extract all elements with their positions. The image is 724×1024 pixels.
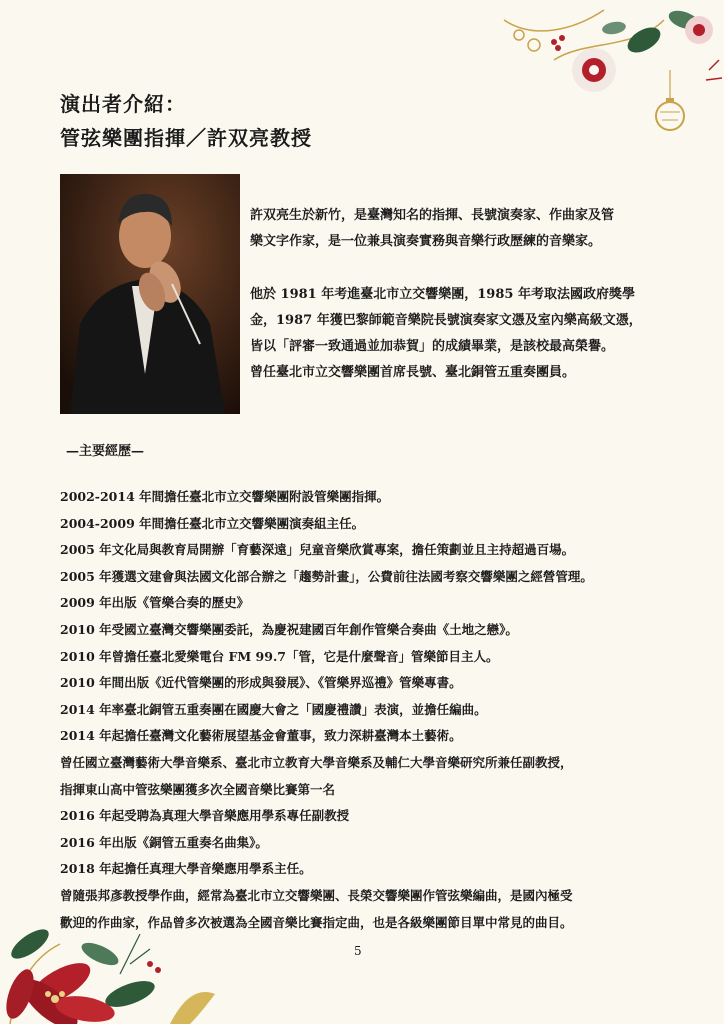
performer-title: 管弦樂團指揮／許双亮教授 (60, 126, 312, 150)
experience-item: 指揮東山高中管弦樂團獲多次全國音樂比賽第一名 (60, 781, 336, 797)
experience-item: 2005 年文化局與教育局開辦「育藝深遠」兒童音樂欣賞專案，擔任策劃並且主持超過百場。 (60, 542, 575, 558)
page-number: 5 (354, 944, 362, 958)
experience-item: 2004-2009 年間擔任臺北市立交響樂團演奏組主任。 (60, 515, 365, 531)
floral-decoration-top-icon (494, 0, 724, 150)
bio-line: 樂文字作家，是一位兼具演奏實務與音樂行政歷練的音樂家。 (250, 234, 602, 249)
experience-item: 2014 年起擔任臺灣文化藝術展望基金會董事，致力深耕臺灣本土藝術。 (60, 728, 462, 744)
experience-item: 2018 年起擔任真理大學音樂應用學系主任。 (60, 861, 312, 877)
experience-item: 2010 年曾擔任臺北愛樂電台 FM 99.7「管，它是什麼聲音」管樂節目主人。 (60, 648, 499, 664)
conductor-photo (60, 174, 240, 414)
experience-item: 歡迎的作曲家，作品曾多次被選為全國音樂比賽指定曲，也是各級樂團節目單中常見的曲目。 (60, 914, 573, 930)
experience-item: 2016 年出版《銅管五重奏名曲集》。 (60, 834, 268, 850)
bio-line: 許双亮生於新竹，是臺灣知名的指揮、長號演奏家、作曲家及管 (250, 208, 615, 223)
experience-item: 曾隨張邦彥教授學作曲，經常為臺北市立交響樂團、長榮交響樂團作管弦樂編曲，是國內極受 (60, 887, 573, 903)
poinsettia-decoration-bottom-icon (0, 924, 240, 1024)
section-heading: 演出者介紹： (60, 92, 186, 116)
experience-item: 曾任國立臺灣藝術大學音樂系、臺北市立教育大學音樂系及輔仁大學音樂研究所兼任副教授， (60, 754, 573, 770)
experience-item: 2010 年間出版《近代管樂團的形成與發展》、《管樂界巡禮》管樂專書。 (60, 675, 462, 691)
bio-line: 金，1987 年獲巴黎師範音樂院長號演奏家文憑及室內樂高級文憑， (250, 313, 642, 328)
experience-item: 2009 年出版《管樂合奏的歷史》 (60, 595, 250, 611)
experience-item: 2014 年率臺北銅管五重奏團在國慶大會之「國慶禮讚」表演，並擔任編曲。 (60, 701, 487, 717)
conductor-portrait-icon (60, 174, 240, 414)
experience-list (60, 484, 680, 936)
experience-section-title: —主要經歷— (66, 444, 145, 459)
bio-paragraph-2 (250, 282, 670, 386)
bio-line: 皆以「評審一致通過並加恭賀」的成績畢業，是該校最高榮譽。 (250, 339, 615, 354)
experience-item: 2005 年獲選文建會與法國文化部合辦之「趨勢計畫」，公費前往法國考察交響樂團之經營管理。 (60, 568, 593, 584)
experience-item: 2002-2014 年間擔任臺北市立交響樂團附設管樂團指揮。 (60, 489, 390, 504)
bio-paragraph-1 (250, 203, 670, 255)
bio-line: 曾任臺北市立交響樂團首席長號、臺北銅管五重奏團員。 (250, 365, 576, 380)
experience-item: 2016 年起受聘為真理大學音樂應用學系專任副教授 (60, 808, 350, 824)
bio-line: 他於 1981 年考進臺北市立交響樂團，1985 年考取法國政府獎學 (250, 287, 635, 302)
experience-item: 2010 年受國立臺灣交響樂團委託，為慶祝建國百年創作管樂合奏曲《土地之戀》。 (60, 621, 518, 637)
